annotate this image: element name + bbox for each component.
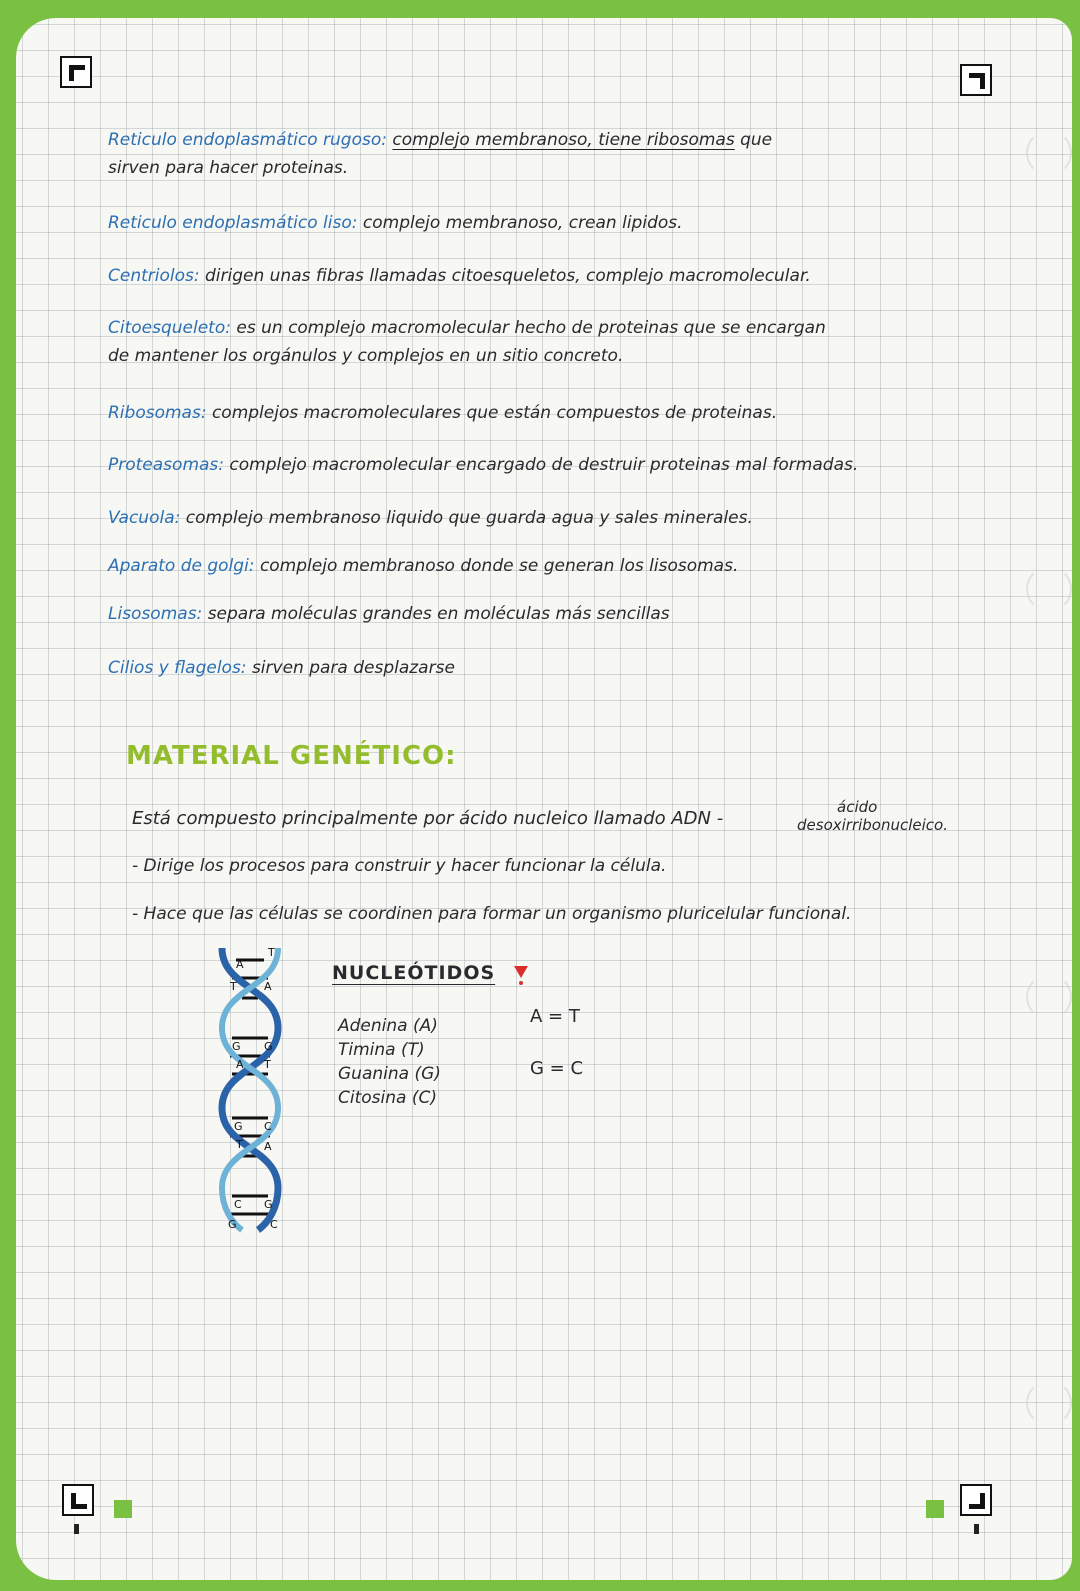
binder-hole — [1026, 1380, 1072, 1426]
corner-marker-top-left — [60, 56, 92, 88]
adn-note-line: ácido — [837, 798, 878, 816]
section-intro: Está compuesto principalmente por ácido nucleico llamado ADN - — [132, 808, 724, 829]
helix-label: G — [232, 1040, 241, 1053]
red-marker-icon — [514, 966, 528, 978]
helix-label: T — [236, 1138, 243, 1151]
definition-lisosomas — [108, 604, 670, 624]
definition-vacuola — [108, 508, 753, 528]
section-heading: MATERIAL GENÉTICO: — [126, 741, 457, 771]
term: Vacuola: — [108, 508, 181, 528]
definition-text: ribosomas — [646, 130, 735, 150]
definition-text: sirven para desplazarse — [251, 658, 455, 678]
definition-rel — [108, 213, 683, 233]
helix-label: T — [264, 1058, 271, 1071]
term: Lisosomas: — [108, 604, 203, 624]
term: Reticulo endoplasmático rugoso: — [108, 130, 387, 150]
binder-hole — [1026, 566, 1072, 612]
helix-label: G — [264, 1198, 273, 1211]
notebook-page — [16, 18, 1072, 1580]
helix-label: A — [236, 1058, 244, 1071]
bullet-item: - Hace que las células se coordinen para formar un organismo pluricelular funcional. — [132, 904, 852, 924]
term: Ribosomas: — [108, 403, 207, 423]
nucleotide-item: Guanina (G) — [338, 1064, 441, 1084]
definition-text: complejo membranoso liquido que guarda agua y sales minerales. — [185, 508, 753, 528]
definition-centriolos — [108, 266, 811, 286]
definition-text: separa moléculas grandes en moléculas más sencillas — [207, 604, 670, 624]
definition-citoesqueleto — [108, 318, 826, 338]
base-pair: G = C — [530, 1058, 584, 1079]
adn-note-line: desoxirribonucleico. — [797, 816, 949, 834]
helix-label: C — [270, 1218, 278, 1231]
definition-citoesqueleto-line2: de mantener los orgánulos y complejos en un sitio concreto. — [108, 346, 624, 366]
term: Aparato de golgi: — [108, 556, 255, 576]
helix-label: C — [234, 1198, 242, 1211]
binder-hole — [1026, 130, 1072, 176]
definition-text: complejo macromolecular encargado de destruir proteinas mal formadas. — [229, 455, 859, 475]
nucleotide-item: Timina (T) — [338, 1040, 425, 1060]
helix-label: A — [264, 1140, 272, 1153]
helix-label: G — [228, 1218, 237, 1231]
nucleotide-item: Adenina (A) — [338, 1016, 438, 1036]
green-square-right — [926, 1500, 944, 1518]
helix-label: G — [264, 1040, 273, 1053]
bullet-item: - Dirige los procesos para construir y hacer funcionar la célula. — [132, 856, 667, 876]
green-square-left — [114, 1500, 132, 1518]
helix-label: A — [264, 980, 272, 993]
corner-marker-bottom-left — [62, 1484, 94, 1516]
definition-rer — [108, 130, 772, 150]
nucleotide-item: Citosina (C) — [338, 1088, 437, 1108]
helix-label: G — [234, 1120, 243, 1133]
term: Reticulo endoplasmático liso: — [108, 213, 358, 233]
definition-text: es un complejo macromolecular hecho de proteinas que se encargan — [236, 318, 826, 338]
definition-text: complejo membranoso, tiene — [392, 130, 647, 150]
corner-dash-left — [74, 1524, 79, 1534]
definition-golgi — [108, 556, 738, 576]
helix-label: C — [264, 1120, 272, 1133]
helix-label: T — [268, 946, 275, 959]
term: Cilios y flagelos: — [108, 658, 247, 678]
definition-text: complejo membranoso donde se generan los lisosomas. — [259, 556, 739, 576]
corner-marker-bottom-right — [960, 1484, 992, 1516]
nucleotides-heading: NUCLEÓTIDOS — [332, 962, 496, 984]
base-pair: A = T — [530, 1006, 580, 1027]
adn-note — [797, 798, 967, 834]
term: Proteasomas: — [108, 455, 225, 475]
dna-helix-drawing — [202, 938, 298, 1238]
definition-ribosomas — [108, 403, 777, 423]
helix-label: A — [236, 958, 244, 971]
definition-text: que — [734, 130, 773, 150]
corner-marker-top-right — [960, 64, 992, 96]
helix-label: T — [230, 980, 237, 993]
term: Citoesqueleto: — [108, 318, 231, 338]
definition-rer-line2: sirven para hacer proteinas. — [108, 158, 349, 178]
term: Centriolos: — [108, 266, 200, 286]
binder-hole — [1026, 974, 1072, 1020]
definition-text: complejo membranoso, crean lipidos. — [362, 213, 683, 233]
definition-text: dirigen unas fibras llamadas citoesqueletos, complejo macromolecular. — [205, 266, 811, 286]
definition-text: complejos macromoleculares que están compuestos de proteinas. — [211, 403, 778, 423]
corner-dash-right — [974, 1524, 979, 1534]
definition-proteasomas — [108, 455, 858, 475]
definition-cilios — [108, 658, 455, 678]
red-marker-dot — [519, 981, 523, 985]
